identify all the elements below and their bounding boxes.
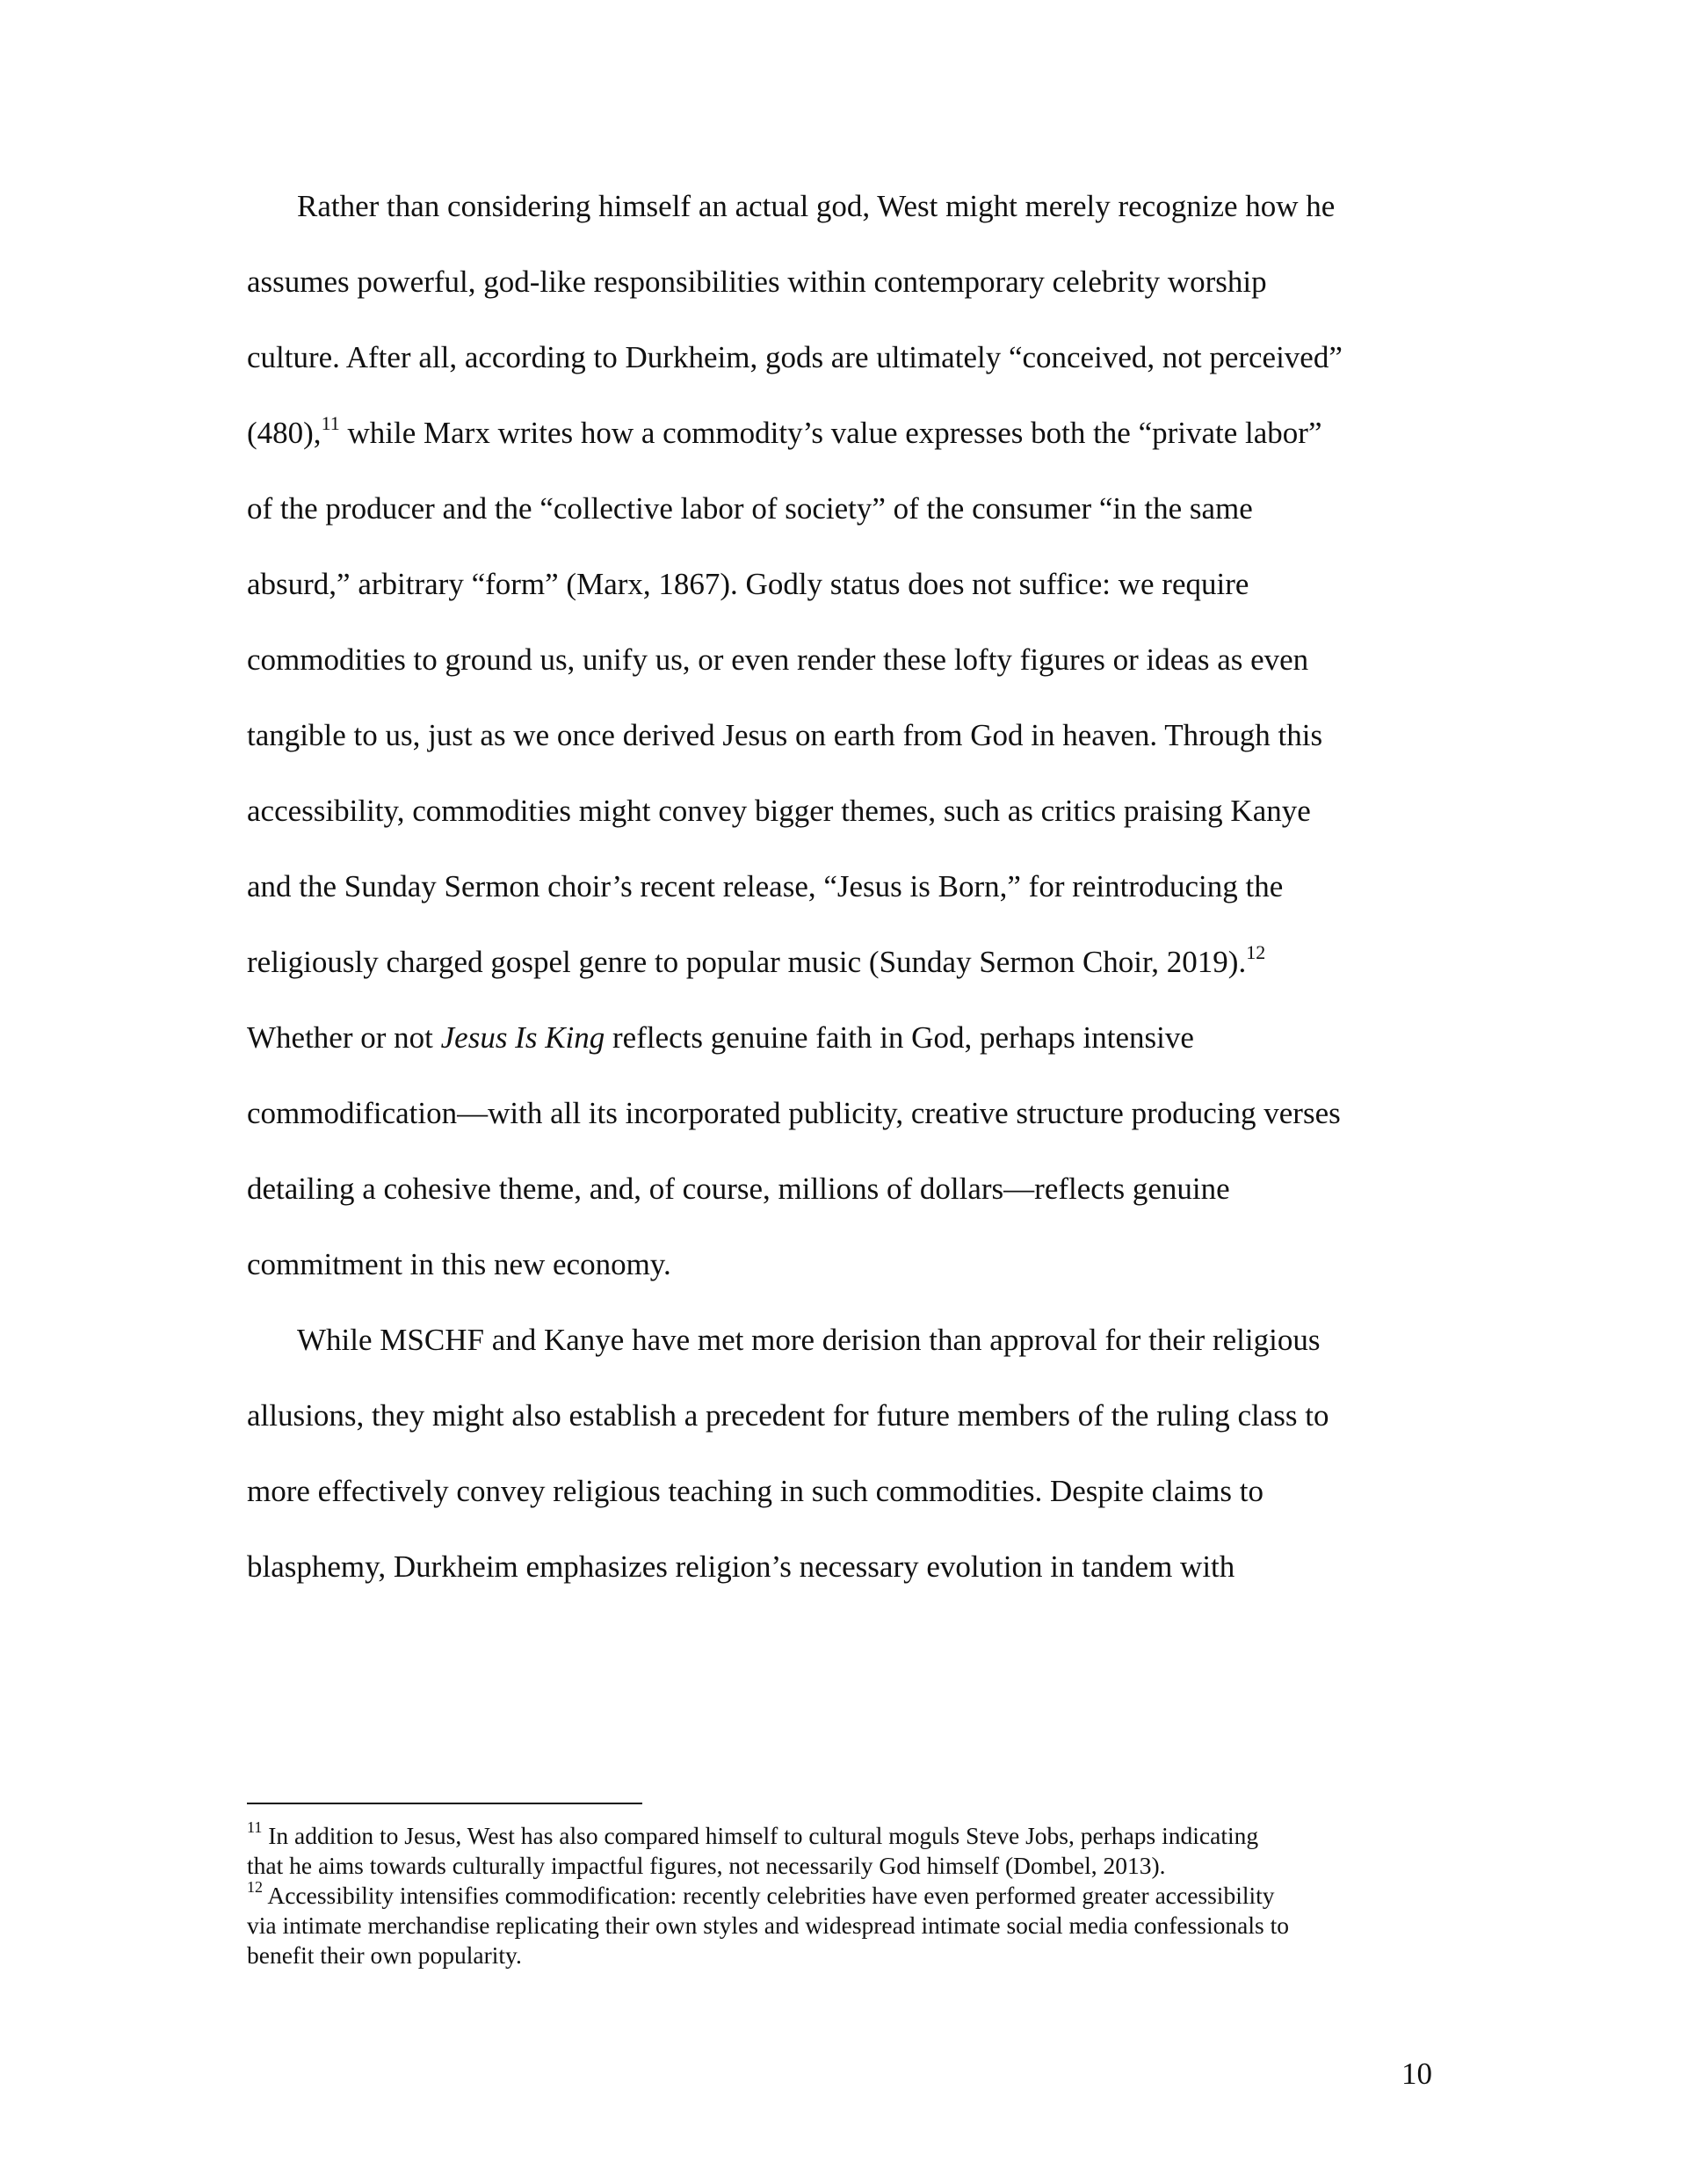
paragraph-1-line-11 xyxy=(247,941,1266,980)
paragraph-1-line-5 xyxy=(247,491,1253,526)
footnote-12-line-3 xyxy=(247,1941,522,1970)
text-run: (480), xyxy=(247,416,322,450)
text-run: and the Sunday Sermon choir’s recent release, “Jesus is Born,” for reintroducing the xyxy=(247,869,1284,903)
paragraph-1-line-6 xyxy=(247,567,1249,602)
paragraph-1-line-10 xyxy=(247,869,1283,904)
text-run: tangible to us, just as we once derived Jesus on earth from God in heaven. Through this xyxy=(247,718,1323,752)
text-run: blasphemy, Durkheim emphasizes religion’s necessary evolution in tandem with xyxy=(247,1549,1235,1584)
footnote-text: that he aims towards culturally impactful figures, not necessarily God himself (Dombel, 2013). xyxy=(247,1852,1166,1879)
text-run: commitment in this new economy. xyxy=(247,1247,671,1281)
text-run: Whether or not xyxy=(247,1020,441,1055)
text-run: assumes powerful, god-like responsibilities within contemporary celebrity worship xyxy=(247,265,1267,299)
paragraph-1-line-4 xyxy=(247,412,1322,451)
footnote-12-line-1 xyxy=(247,1877,1275,1911)
paragraph-1-line-7 xyxy=(247,642,1308,678)
footnote-text: benefit their own popularity. xyxy=(247,1941,522,1969)
footnote-ref-12[interactable]: 12 xyxy=(1246,941,1266,964)
paragraph-1-line-1 xyxy=(297,189,1335,224)
text-run: allusions, they might also establish a precedent for future members of the ruling class to xyxy=(247,1398,1329,1433)
text-run: Rather than considering himself an actual god, West might merely recognize how he xyxy=(297,189,1336,223)
paragraph-1-line-14 xyxy=(247,1172,1230,1207)
text-run: while Marx writes how a commodity’s value expresses both the “private labor” xyxy=(339,416,1322,450)
text-run: commodities to ground us, unify us, or even render these lofty figures or ideas as even xyxy=(247,642,1309,677)
text-run: detailing a cohesive theme, and, of course, millions of dollars—reflects genuine xyxy=(247,1172,1230,1206)
text-run: reflects genuine faith in God, perhaps intensive xyxy=(605,1020,1194,1055)
text-run: more effectively convey religious teaching in such commodities. Despite claims to xyxy=(247,1474,1263,1508)
text-run: accessibility, commodities might convey bigger themes, such as critics praising Kanye xyxy=(247,794,1311,828)
paragraph-2-line-4 xyxy=(247,1549,1234,1585)
footnote-12-line-2 xyxy=(247,1911,1289,1941)
paragraph-1-line-2 xyxy=(247,265,1267,300)
paragraph-2-line-1 xyxy=(297,1323,1320,1358)
paragraph-2-line-3 xyxy=(247,1474,1263,1509)
paragraph-2-line-2 xyxy=(247,1398,1329,1433)
footnote-text: Accessibility intensifies commodification: recently celebrities have even performed greater accessibility xyxy=(267,1882,1275,1909)
text-run: absurd,” arbitrary “form” (Marx, 1867). Godly status does not suffice: we require xyxy=(247,567,1249,601)
paragraph-1-line-8 xyxy=(247,718,1322,753)
album-title-italic: Jesus Is King xyxy=(440,1020,605,1055)
footnote-text: via intimate merchandise replicating their own styles and widespread intimate social media confessionals to xyxy=(247,1912,1289,1939)
paragraph-1-line-12 xyxy=(247,1020,1194,1056)
footnote-separator xyxy=(247,1803,642,1804)
footnote-ref-11[interactable]: 11 xyxy=(321,412,340,435)
footnote-text: In addition to Jesus, West has also compared himself to cultural moguls Steve Jobs, perhaps indicating xyxy=(268,1822,1259,1849)
footnote-11-line-2 xyxy=(247,1851,1166,1881)
text-run: While MSCHF and Kanye have met more derision than approval for their religious xyxy=(297,1323,1321,1357)
text-run: culture. After all, according to Durkheim, gods are ultimately “conceived, not perceived” xyxy=(247,340,1343,374)
paragraph-1-line-9 xyxy=(247,794,1311,829)
text-run: religiously charged gospel genre to popular music (Sunday Sermon Choir, 2019). xyxy=(247,945,1247,979)
page-number: 10 xyxy=(1401,2057,1432,2091)
footnote-number: 11 xyxy=(247,1818,263,1836)
footnote-number: 12 xyxy=(247,1877,263,1896)
text-run: of the producer and the “collective labor of society” of the consumer “in the same xyxy=(247,491,1253,526)
paragraph-1-line-3 xyxy=(247,340,1343,375)
paragraph-1-line-13 xyxy=(247,1096,1341,1131)
text-run: commodification—with all its incorporated publicity, creative structure producing verses xyxy=(247,1096,1341,1130)
paragraph-1-line-15 xyxy=(247,1247,671,1282)
footnote-11-line-1 xyxy=(247,1818,1259,1851)
